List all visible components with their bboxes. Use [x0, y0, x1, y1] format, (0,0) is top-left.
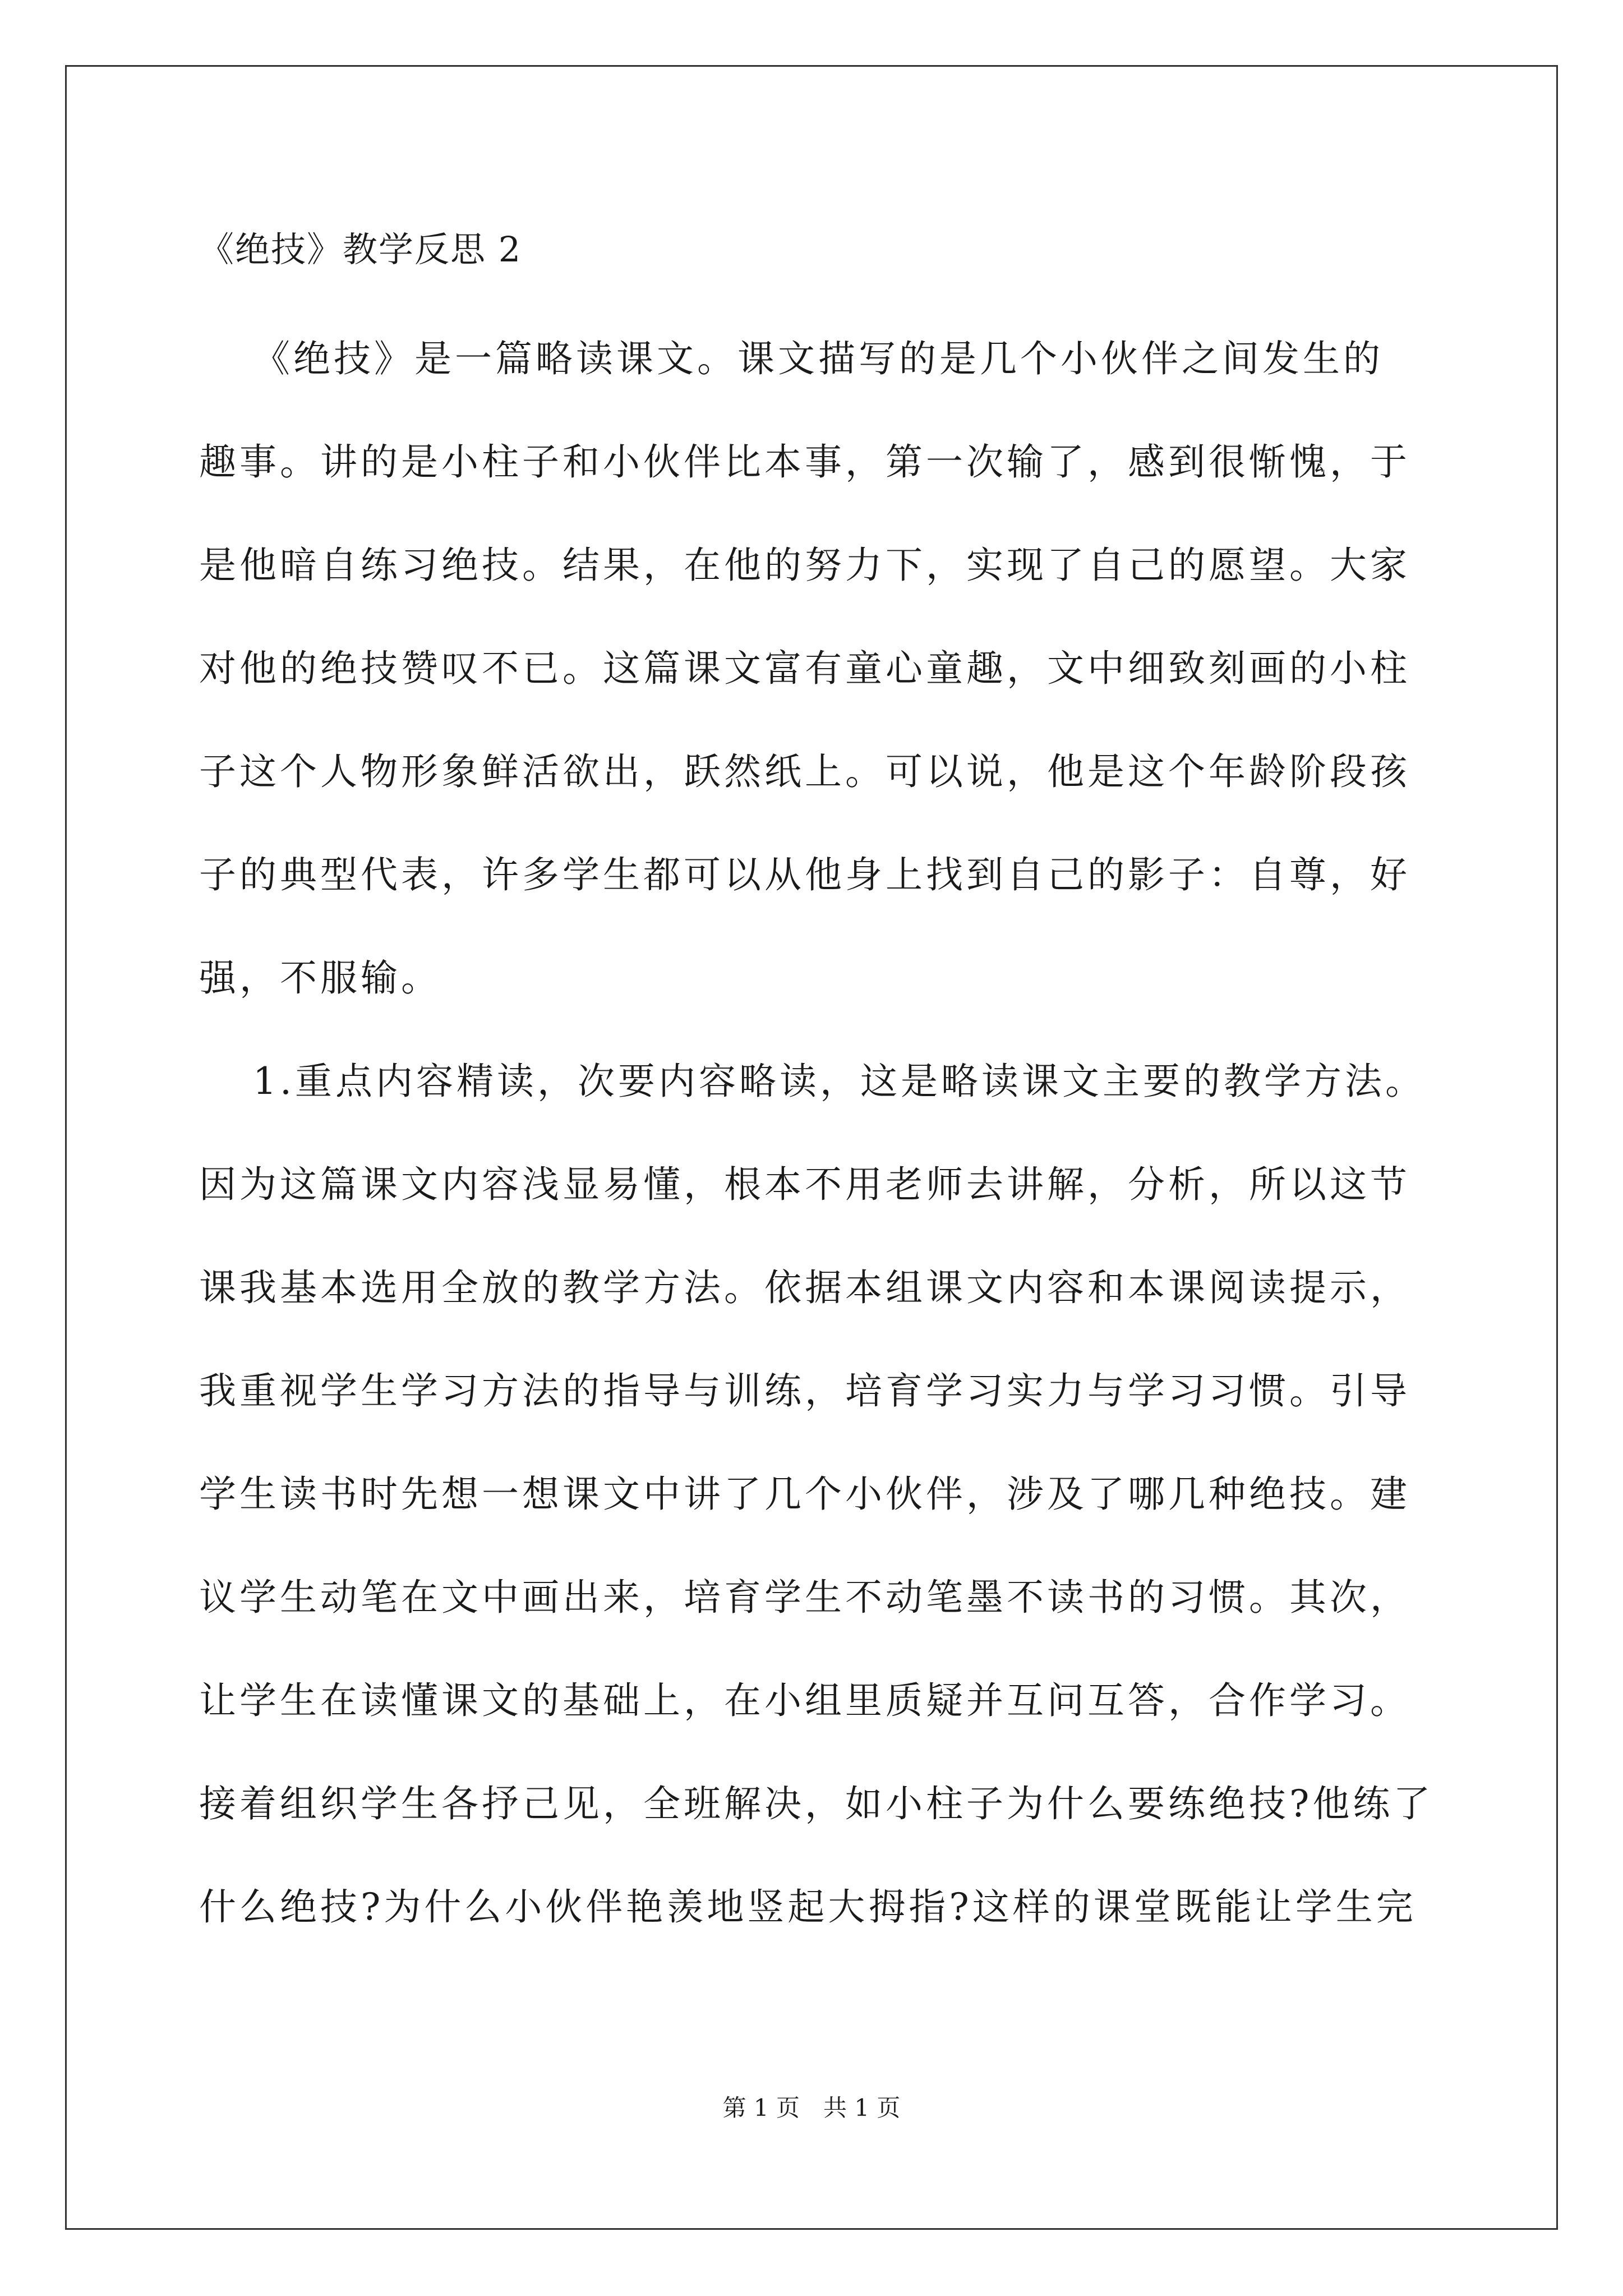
document-body	[199, 331, 1450, 1982]
paragraph-1-line: 趣事。讲的是小柱子和小伙伴比本事，第一次输了，感到很惭愧，于	[199, 440, 1410, 484]
paragraph-2-line: 因为这篇课文内容浅显易懂，根本不用老师去讲解，分析，所以这节	[199, 1163, 1410, 1206]
paragraph-2-line: 学生读书时先想一想课文中讲了几个小伙伴，涉及了哪几种绝技。建	[199, 1473, 1410, 1516]
paragraph-1-line: 强，不服输。	[199, 956, 441, 1000]
page-number-footer: 第 1 页 共 1 页	[722, 2094, 901, 2122]
paragraph-2-line: 什么绝技?为什么小伙伴艳羡地竖起大拇指?这样的课堂既能让学生完	[199, 1885, 1417, 1929]
paragraph-2-line: 接着组织学生各抒己见，全班解决，如小柱子为什么要练绝技?他练了	[199, 1782, 1434, 1825]
paragraph-2-line: 课我基本选用全放的教学方法。依据本组课文内容和本课阅读提示，	[199, 1266, 1410, 1309]
paragraph-2-line: 1.重点内容精读，次要内容略读，这是略读课文主要的教学方法。	[253, 1060, 1426, 1103]
document-title: 《绝技》教学反思 2	[199, 229, 522, 270]
paragraph-2-line: 议学生动笔在文中画出来，培育学生不动笔墨不读书的习惯。其次，	[199, 1576, 1410, 1619]
paragraph-1-line: 《绝技》是一篇略读课文。课文描写的是几个小伙伴之间发生的	[253, 337, 1384, 380]
paragraph-1-line: 子这个人物形象鲜活欲出，跃然纸上。可以说，他是这个年龄阶段孩	[199, 750, 1410, 793]
paragraph-2-line: 让学生在读懂课文的基础上，在小组里质疑并互问互答，合作学习。	[199, 1679, 1410, 1722]
paragraph-1-line: 子的典型代表，许多学生都可以从他身上找到自己的影子：自尊，好	[199, 853, 1410, 896]
paragraph-2-line: 我重视学生学习方法的指导与训练，培育学习实力与学习习惯。引导	[199, 1369, 1410, 1412]
paragraph-1-line: 是他暗自练习绝技。结果，在他的努力下，实现了自己的愿望。大家	[199, 544, 1410, 587]
paragraph-1-line: 对他的绝技赞叹不已。这篇课文富有童心童趣，文中细致刻画的小柱	[199, 647, 1410, 690]
